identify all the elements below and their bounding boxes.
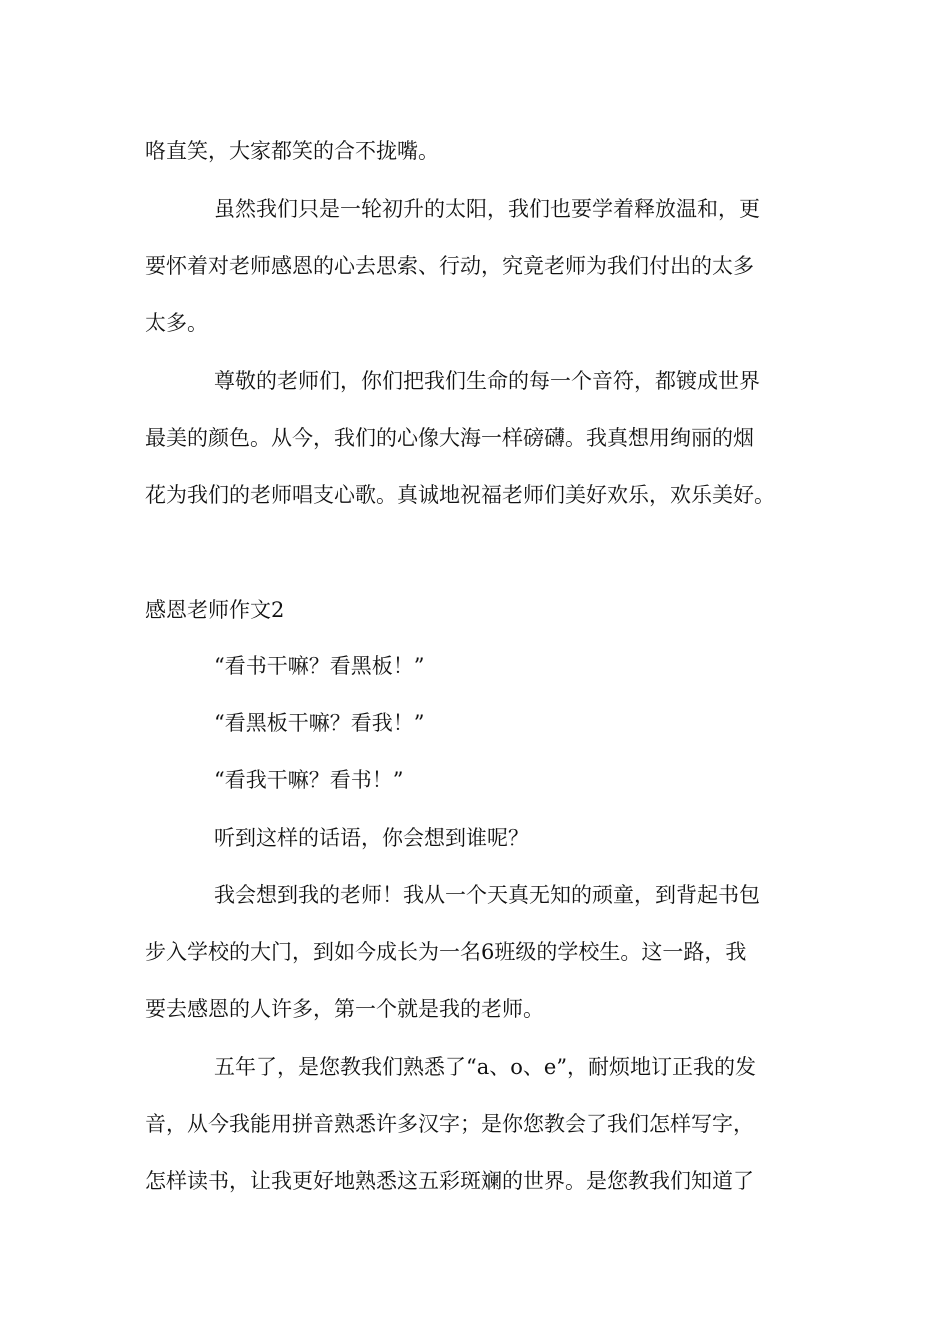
paragraph-line: 尊敬的老师们，你们把我们生命的每一个音符，都镀成世界: [214, 369, 760, 393]
paragraph-line: 咯直笑，大家都笑的合不拢嘴。: [145, 139, 439, 163]
paragraph-line: 怎样读书，让我更好地熟悉这五彩斑斓的世界。是您教我们知道了: [145, 1169, 754, 1193]
dialogue-line: “看我干嘛？看书！”: [214, 768, 404, 792]
paragraph-line: 五年了，是您教我们熟悉了“a、o、e”，耐烦地订正我的发: [214, 1055, 757, 1079]
paragraph-line: 花为我们的老师唱支心歌。真诚地祝福老师们美好欢乐，欢乐美好。: [145, 483, 775, 507]
section-title: 感恩老师作文2: [145, 598, 285, 622]
dialogue-line: “看书干嘛？看黑板！”: [214, 654, 425, 678]
paragraph-line: 要去感恩的人许多，第一个就是我的老师。: [145, 997, 544, 1021]
paragraph-line: 音，从今我能用拼音熟悉许多汉字；是你您教会了我们怎样写字，: [145, 1112, 754, 1136]
paragraph-line: 我会想到我的老师！我从一个天真无知的顽童，到背起书包: [214, 883, 760, 907]
paragraph-line: 要怀着对老师感恩的心去思索、行动，究竟老师为我们付出的太多: [145, 254, 754, 278]
paragraph-line: 虽然我们只是一轮初升的太阳，我们也要学着释放温和，更: [214, 197, 760, 221]
question-line: 听到这样的话语，你会想到谁呢？: [214, 826, 529, 850]
paragraph-line: 步入学校的大门，到如今成长为一名6班级的学校生。这一路，我: [145, 940, 747, 964]
dialogue-line: “看黑板干嘛？看我！”: [214, 711, 425, 735]
paragraph-line: 最美的颜色。从今，我们的心像大海一样磅礴。我真想用绚丽的烟: [145, 426, 754, 450]
paragraph-line: 太多。: [145, 311, 208, 335]
